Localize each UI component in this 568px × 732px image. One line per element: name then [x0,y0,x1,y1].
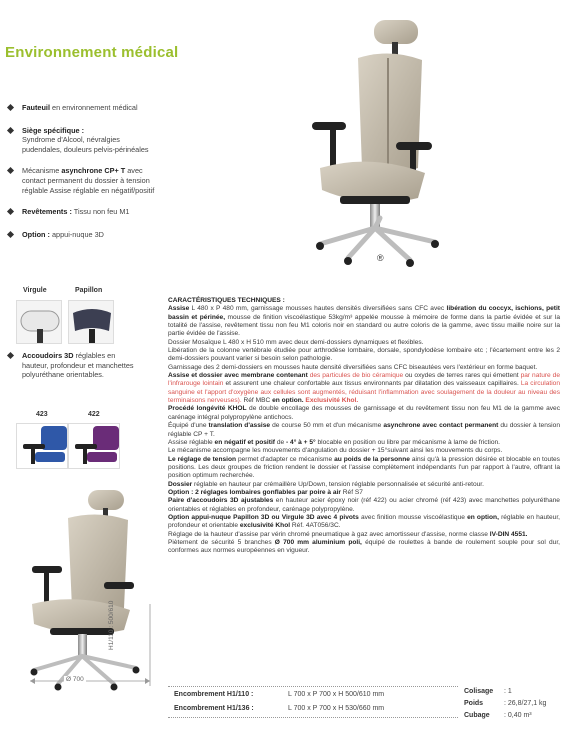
papillon-headrest-image [68,300,114,344]
packaging-value: : 26,8/27,1 kg [504,700,547,707]
specs-tension: Le réglage de tension permet d'adapter ce mécanisme au poids de la personne ainsi qu'à la pression désirée et blocable en toutes positions. Les deux groupes de friction rendent le dossier et l'assise complètement indépendants l'un par rapport à l'autre, offrant la position optimum recherchée. [168,455,560,480]
feature-lead: Revêtements : [22,207,72,217]
specs-headrest-option: Option appui-nuque Papillon 3D ou Virgule 3D avec 4 pivots avec finition mousse viscoélastique en option, réglable en hauteur, profondeur et orientable exclusivité Khol Réf. 4AT056/3C. [168,513,561,530]
specs-tilt: Assise réglable en négatif et positif de - 4° à + 5° blocable en position ou libre par mécanisme à lame de friction. [168,438,501,446]
width-label: Ø 700 [66,676,84,683]
diamond-bullet-icon [7,127,14,134]
feature-item [6,126,161,155]
packaging-label: Poids [464,700,484,707]
feature-lead: Siège spécifique : [22,125,85,135]
feature-lead: Option : [22,229,50,239]
armrest-422-image [68,423,120,469]
dimension-label: Encombrement H1/136 : [174,705,254,712]
specs-seat: Assise L 480 x P 480 mm, garnissage mousses hautes densités diversifiées sans CFC avec libération du coccyx, ischions, petit bassin et périnée, mousse de finition viscoélastique 53kg/m³ appelée mousse à mémoire de forme dans la partie évidée et sur la totalité de l'assise, revêtement tissu non feu M1 coloris noir en standard ou autre coloris de la gamme, avec tissu maille noire sur la partie évidée de l'assise. [168,305,560,338]
diamond-bullet-icon [7,352,14,359]
feature-text: avec contact permanent du dossier à tension réglable Assise réglable en négatif/positif [22,166,155,195]
specs-height: Réglage de la hauteur d'assise par vérin chromé pneumatique à gaz avec amortisseur d'assise, norme classe IV-DIN 4551. [168,530,528,538]
specs-spine: Libération de la colonne vertébrale étudiée pour arthrodèse lombaire, dorsale, spondylodèse lombaire etc ; l'écartement entre les 2 demi-dossiers pouvant varier si besoin selon pathologie. [168,347,560,363]
armrest-text: réglables en hauteur, profondeur et manchettes polyuréthane orientables. [22,351,134,380]
specs-khol: Procédé longévité KHOL de double encollage des mousses de garnissage et du revêtement tissu non feu M1 de la gamme avec carénage intégral polypropylène antichocs. [168,405,560,421]
dimension-value: L 700 x P 700 x H 500/610 mm [288,691,385,698]
dimension-row [168,702,458,716]
feature-text: en environnement médical [49,103,138,112]
armrest-423-label: 423 [36,411,48,418]
virgule-label: Virgule [23,287,47,294]
specs-translation: Équipé d'une translation d'assise de course 50 mm et d'un mécanisme asynchrone avec contact permanent du dossier à tension réglable CP + T. [168,422,560,438]
feature-text: Tissu non feu M1 [71,207,130,217]
height-label: H1/110 : 500/610 [108,600,115,650]
diamond-bullet-icon [7,104,14,111]
feature-strong: asynchrone CP+ T [61,166,126,176]
specs-mechanism: Le mécanisme accompagne les mouvements d'angulation du dossier + 15°suivant ainsi les mouvements du corps. [168,447,503,455]
specs-backrest: Dossier Mosaïque L 480 x H 510 mm avec deux demi-dossiers dynamiques et flexibles. [168,338,424,346]
feature-text: appui-nuque 3D [49,229,104,239]
packaging-label: Colisage [464,688,494,695]
feature-text: Syndrome d'Alcool, névralgies pudendales, douleurs pelvis-périnéales [22,135,149,154]
diamond-bullet-icon [7,167,14,174]
virgule-headrest-image [16,300,62,344]
feature-item [6,103,161,113]
armrest-lead: Accoudoirs 3D [22,351,74,360]
packaging-value: : 0,40 m³ [504,712,532,719]
packaging-value: : 1 [504,688,512,695]
registered-mark: ® [377,253,384,263]
specs-membrane: Assise et dossier avec membrane contenant des particules de bio céramique ou oxydes de terres rares qui émettent par nature de l'infrarouge lointain et assurent une chaleur confortable aux tissus environnants par dilatation des vaisseaux capillaires. La circulation sanguine et l'apport d'oxygène aux cellules sont augmentés, réduisant l'inflammation avec soulagement de la douleur au niveau des terminaisons nerveuses). Réf MBC en option. Exclusivité Khol. [168,372,560,405]
packaging-label: Cubage [464,712,490,719]
feature-list [6,103,161,249]
diamond-bullet-icon [7,231,14,238]
specs-padding: Garnissage des 2 demi-dossiers en mousses haute densité diversifiées sans CFC biseautées vers l'extérieur en forme baquet. [168,363,538,371]
specs-armrests: Paire d'accoudoirs 3D ajustables en hauteur acier époxy noir (réf 422) ou acier chromé (réf 423) avec manchettes polyuréthane orientables et réglables en profondeur, carénage polypropylène. [168,497,560,513]
feature-item [6,166,161,195]
specs-dossier: Dossier réglable en hauteur par crémaillère Up/Down, tension réglable personnalisée et sécurité anti-retour. [168,480,484,488]
specs-base: Piètement de sécurité 5 branches Ø 700 mm aluminium poli, équipé de roulettes à bande de roulement souple pour sol dur, conformes aux normes européennes en vigueur. [168,538,560,555]
armrest-feature [6,351,136,380]
technical-specs [168,297,560,556]
feature-text: Mécanisme [22,166,62,176]
armrest-422-label: 422 [88,411,100,418]
chair-hero-image [300,18,450,268]
chair-dimension-image [18,488,158,693]
dimension-label: Encombrement H1/110 : [174,691,254,698]
armrest-423-image [16,423,68,469]
dimension-value: L 700 x P 700 x H 530/660 mm [288,705,385,712]
specs-lumbar-option: Option : 2 réglages lombaires gonflables par poire à air Réf S7 [168,488,363,496]
diamond-bullet-icon [7,208,14,215]
feature-item [6,207,161,217]
dimensions-table [168,686,458,716]
papillon-label: Papillon [75,287,103,294]
width-arrow [28,676,152,686]
feature-lead: Fauteuil [22,103,50,112]
dimension-row [168,688,458,702]
specs-title: CARACTÉRISTIQUES TECHNIQUES : [168,297,285,304]
feature-item [6,230,161,240]
page-title: Environnement médical [5,44,179,61]
